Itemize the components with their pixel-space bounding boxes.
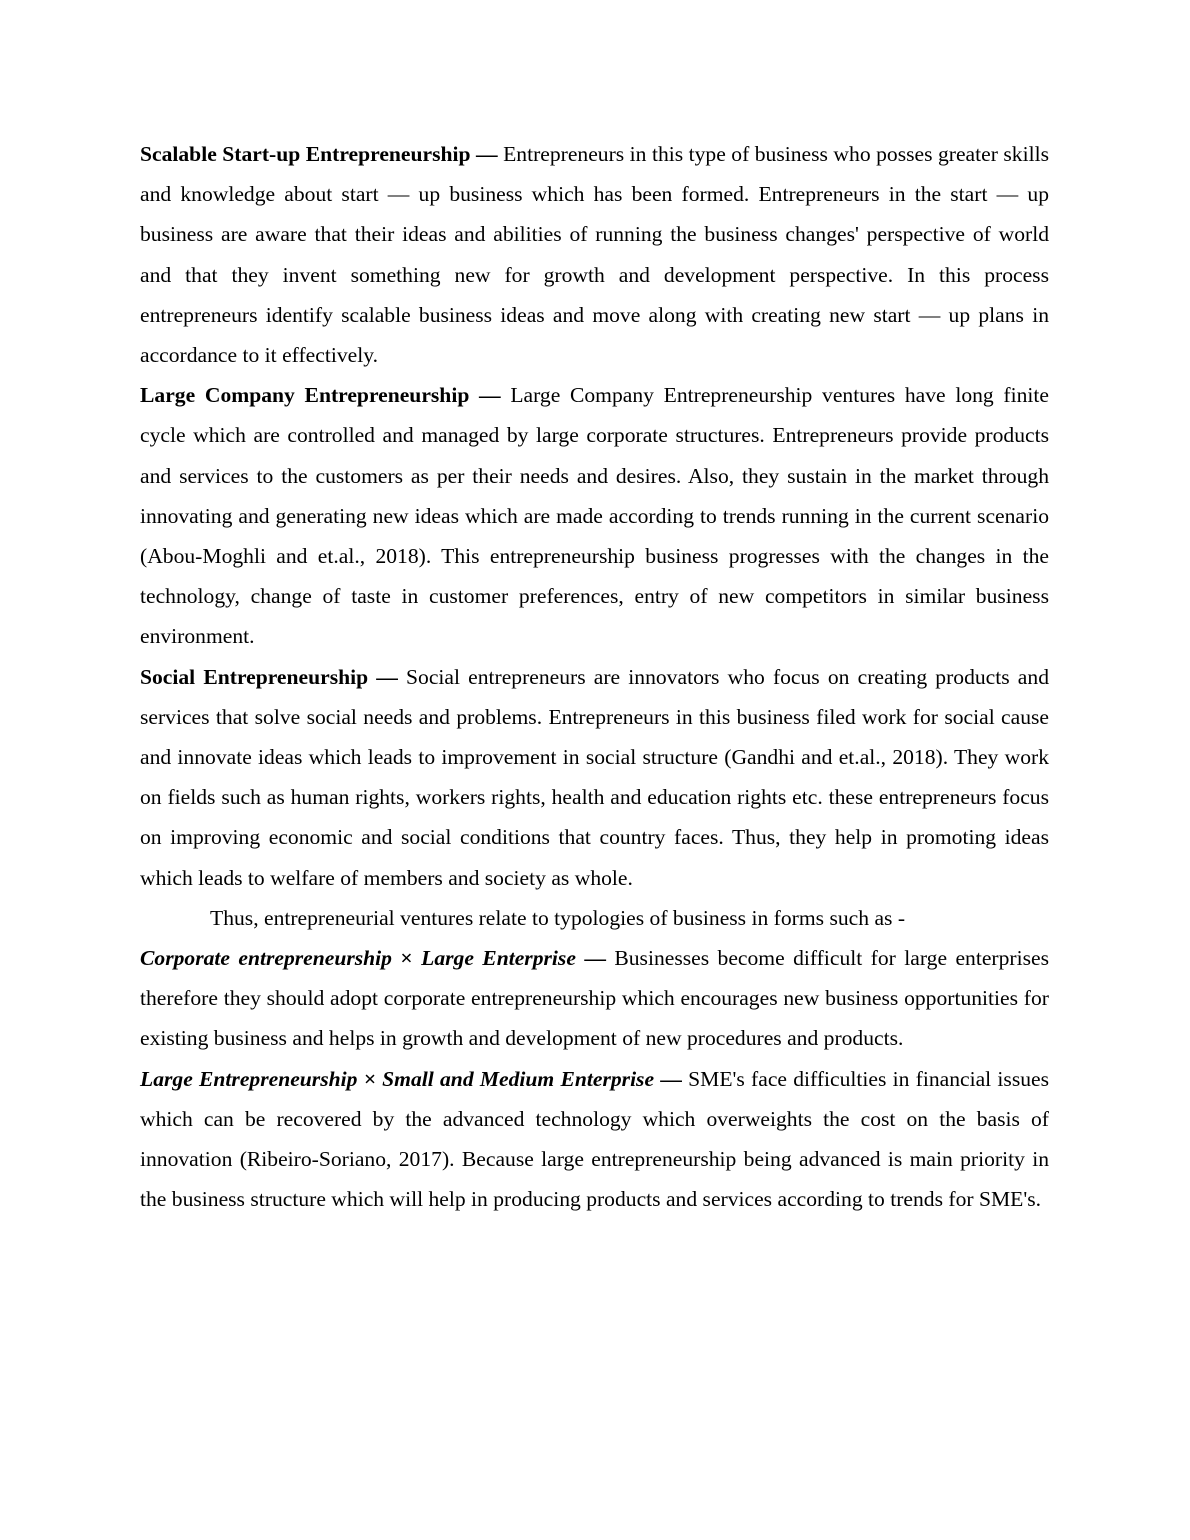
body-corporate: Businesses become difficult for large enterprises therefore they should adopt corporate entrepreneurship which encourages new business opportunities for existing business and helps in growth and development of new procedures and products. [140, 946, 1049, 1051]
paragraph-thus [140, 898, 1049, 938]
body-large-company: Large Company Entrepreneurship ventures have long finite cycle which are controlled and managed by large corporate structures. Entrepreneurs provide products and services to the customers as per their needs and desires. Also, they sustain in the market through innovating and generating new ideas which are made according to trends running in the current scenario (Abou-Moghli and et.al., 2018). This entrepreneurship business progresses with the changes in the technology, change of taste in customer preferences, entry of new competitors in similar business environment. [140, 383, 1049, 649]
paragraph-social [140, 657, 1049, 898]
dash-corporate: — [575, 946, 606, 971]
paragraph-large-company [140, 375, 1049, 656]
heading-corporate-part2: Large Enterprise [421, 946, 576, 971]
paragraph-corporate [140, 938, 1049, 1059]
dash-large-sme: — [654, 1066, 682, 1091]
heading-large-company: Large Company Entrepreneurship — [140, 383, 501, 408]
document-body [140, 134, 1049, 1219]
paragraph-scalable-startup [140, 134, 1049, 375]
heading-social: Social Entrepreneurship — [140, 664, 398, 689]
paragraph-large-sme [140, 1059, 1049, 1220]
body-large-sme: SME's face difficulties in financial issues which can be recovered by the advanced technology which overweights the cost on the basis of innovation (Ribeiro-Soriano, 2017). Because large entrepreneurship being advanced is main priority in the business structure which will help in producing products and services according to trends for SME's. [140, 1066, 1050, 1212]
times-symbol: × [391, 946, 422, 971]
heading-large-sme: Large Entrepreneurship × Small and Medium Enterprise [140, 1066, 655, 1091]
body-thus: Thus, entrepreneurial ventures relate to typologies of business in forms such as - [210, 905, 906, 930]
body-social: Social entrepreneurs are innovators who focus on creating products and services that solve social needs and problems. Entrepreneurs in this business filed work for social cause and innovate ideas which leads to improvement in social structure (Gandhi and et.al., 2018). They work on fields such as human rights, workers rights, health and education rights etc. these entrepreneurs focus on improving economic and social conditions that country faces. Thus, they help in promoting ideas which leads to welfare of members and society as whole. [140, 664, 1049, 890]
heading-corporate-part1: Corporate entrepreneurship [140, 946, 392, 971]
body-scalable-startup: Entrepreneurs in this type of business who posses greater skills and knowledge about start — up business which has been formed. Entrepreneurs in the start — up business are aware that their ideas and abilities of running the business changes' perspective of world and that they invent something new for growth and development perspective. In this process entrepreneurs identify scalable business ideas and move along with creating new start — up plans in accordance to it effectively. [140, 142, 1049, 368]
heading-scalable-startup: Scalable Start-up Entrepreneurship — [140, 142, 498, 166]
